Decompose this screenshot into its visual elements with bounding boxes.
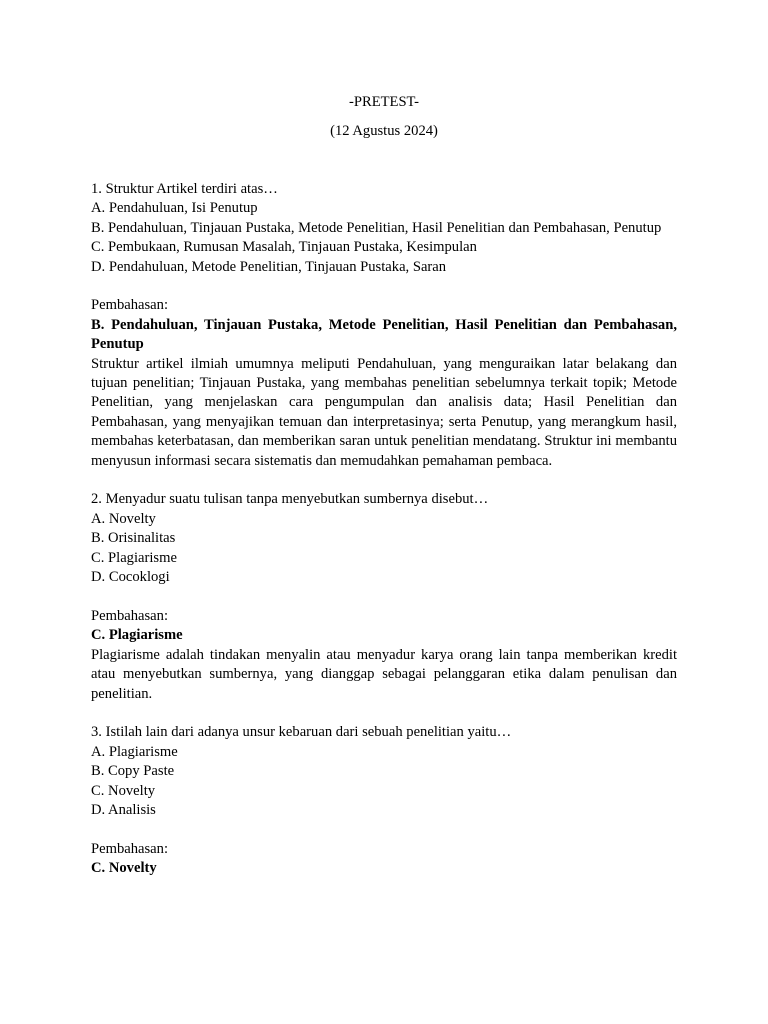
option-b: B. Copy Paste xyxy=(91,763,175,780)
answer-text: C. Novelty xyxy=(91,860,157,877)
question-block xyxy=(91,723,677,878)
spacer xyxy=(91,704,677,723)
document-date: (12 Agustus 2024) xyxy=(330,123,438,139)
option-d: D. Cocoklogi xyxy=(91,569,170,586)
option-d: D. Pendahuluan, Metode Penelitian, Tinjauan Pustaka, Saran xyxy=(91,258,447,275)
spacer xyxy=(91,277,677,296)
discussion-label: Pembahasan: xyxy=(91,607,169,624)
option-c: C. Novelty xyxy=(91,782,156,799)
option-c: C. Pembukaan, Rumusan Masalah, Tinjauan Pustaka, Kesimpulan xyxy=(91,239,477,256)
option-a: A. Pendahuluan, Isi Penutup xyxy=(91,200,258,217)
question-block xyxy=(91,490,677,703)
option-d: D. Analisis xyxy=(91,801,156,818)
document-title: -PRETEST- xyxy=(348,94,419,110)
question-block xyxy=(91,180,677,471)
question-text: 1. Struktur Artikel terdiri atas… xyxy=(91,181,278,197)
explanation-text: Plagiarisme adalah tindakan menyalin atau menyadur karya orang lain tanpa memberikan kredit atau menyebutkan sumbernya, yang dianggap sebagai pelanggaran etika dalam penulisan dan penelitian. xyxy=(91,646,677,702)
spacer xyxy=(91,588,677,607)
question-text: 3. Istilah lain dari adanya unsur kebaruan dari sebuah penelitian yaitu… xyxy=(91,724,512,741)
discussion-label: Pembahasan: xyxy=(91,297,169,314)
option-a: A. Novelty xyxy=(91,510,156,527)
answer-text: B. Pendahuluan, Tinjauan Pustaka, Metode Penelitian, Hasil Penelitian dan Pembahasan, Penutup xyxy=(91,316,677,353)
explanation-text: Struktur artikel ilmiah umumnya meliputi Pendahuluan, yang menguraikan latar belakang dan tujuan penelitian; Tinjauan Pustaka, yang membahas penelitian sebelumnya terkait topik; Metode Penelitian, yang menjelaskan cara pengumpulan dan analisis data; Hasil Penelitian dan Pembahasan, yang menyajikan temuan dan interpretasinya; serta Penutup, yang merangkum hasil, membahas keterbatasan, dan memberikan saran untuk penelitian mendatang. Struktur ini membantu menyusun informasi secara sistematis dan memudahkan pemahaman pembaca. xyxy=(91,355,677,469)
answer-text: C. Plagiarisme xyxy=(91,627,183,644)
option-b: B. Pendahuluan, Tinjauan Pustaka, Metode Penelitian, Hasil Penelitian dan Pembahasan, Penutup xyxy=(91,219,662,236)
option-b: B. Orisinalitas xyxy=(91,530,176,547)
question-text: 2. Menyadur suatu tulisan tanpa menyebutkan sumbernya disebut… xyxy=(91,491,489,508)
spacer xyxy=(91,471,677,490)
document-content xyxy=(91,180,677,879)
option-a: A. Plagiarisme xyxy=(91,743,178,760)
discussion-label: Pembahasan: xyxy=(91,840,169,857)
option-c: C. Plagiarisme xyxy=(91,549,177,566)
spacer xyxy=(91,820,677,839)
